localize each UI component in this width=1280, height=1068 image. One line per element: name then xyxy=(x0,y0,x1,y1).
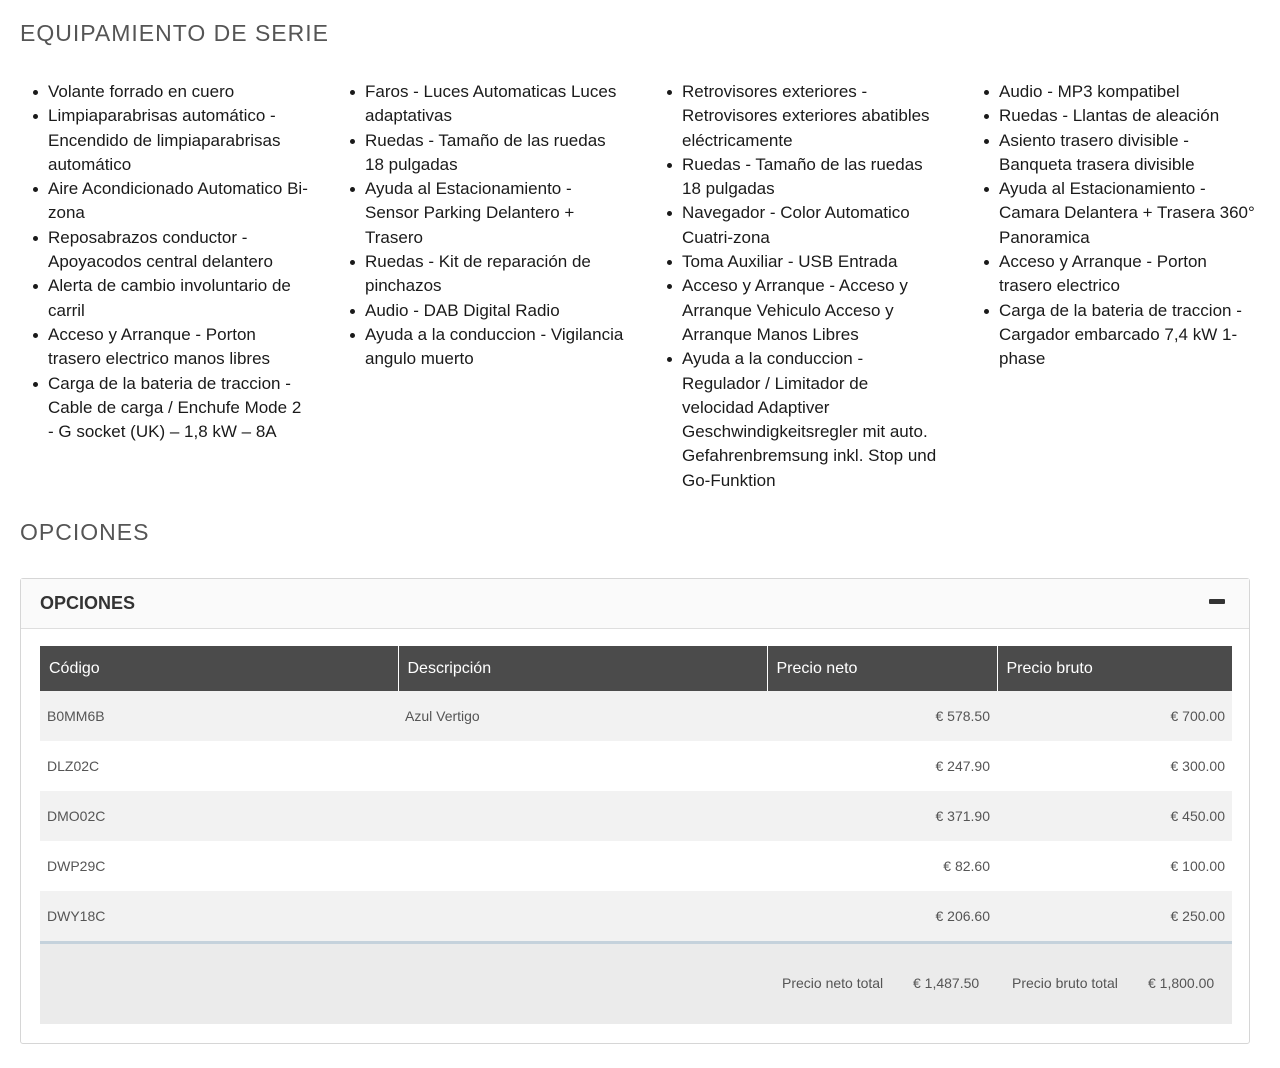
option-code: DMO02C xyxy=(40,791,398,841)
equipment-item: Aire Acondicionado Automatico Bi-zona xyxy=(34,177,310,226)
options-panel-title: OPCIONES xyxy=(40,593,136,613)
gross-total-label: Precio bruto total xyxy=(1012,975,1118,991)
column-header-description: Descripción xyxy=(398,646,767,691)
options-section-title: OPCIONES xyxy=(20,519,150,545)
equipment-item: Audio - DAB Digital Radio xyxy=(351,299,627,323)
equipment-item: Alerta de cambio involuntario de carril xyxy=(34,274,310,323)
equipment-item: Toma Auxiliar - USB Entrada xyxy=(668,250,944,274)
option-description xyxy=(398,841,767,891)
column-header-code: Código xyxy=(40,646,398,691)
option-gross-price: € 100.00 xyxy=(1170,858,1225,874)
equipment-column-3 xyxy=(654,80,944,493)
equipment-title: EQUIPAMIENTO DE SERIE xyxy=(20,20,329,46)
equipment-item: Limpiaparabrisas automático - Encendido de limpiaparabrisas automático xyxy=(34,104,310,177)
equipment-item: Ruedas - Tamaño de las ruedas 18 pulgadas xyxy=(351,129,627,178)
option-description xyxy=(398,891,767,941)
option-net-price: € 578.50 xyxy=(767,691,997,741)
equipment-item: Ruedas - Llantas de aleación xyxy=(985,104,1261,128)
option-description xyxy=(398,791,767,841)
equipment-item: Ayuda al Estacionamiento - Sensor Parking Delantero + Trasero xyxy=(351,177,627,250)
equipment-item: Carga de la bateria de traccion - Cargador embarcado 7,4 kW 1-phase xyxy=(985,299,1261,372)
option-gross-price: € 450.00 xyxy=(997,791,1232,841)
option-net-price: € 247.90 xyxy=(935,758,990,774)
equipment-item: Carga de la bateria de traccion - Cable de carga / Enchufe Mode 2 - G socket (UK) – 1,8 kW – 8A xyxy=(34,372,310,445)
option-net-price: € 206.60 xyxy=(767,891,997,941)
equipment-item: Acceso y Arranque - Porton trasero electrico xyxy=(985,250,1261,299)
options-panel xyxy=(20,578,1250,1044)
equipment-item: Ayuda a la conduccion - Vigilancia angulo muerto xyxy=(351,323,627,372)
equipment-item: Acceso y Arranque - Porton trasero electrico manos libres xyxy=(34,323,310,372)
totals-row xyxy=(40,941,1232,1024)
equipment-item: Volante forrado en cuero xyxy=(34,80,310,104)
equipment-item: Asiento trasero divisible - Banqueta trasera divisible xyxy=(985,129,1261,178)
options-table xyxy=(40,646,1232,941)
equipment-item: Ayuda al Estacionamiento - Camara Delantera + Trasera 360° Panoramica xyxy=(985,177,1261,250)
option-gross-price: € 700.00 xyxy=(997,691,1232,741)
options-panel-header[interactable] xyxy=(21,579,1249,629)
table-row xyxy=(40,741,1232,791)
equipment-item: Ruedas - Tamaño de las ruedas 18 pulgadas xyxy=(668,153,944,202)
table-row xyxy=(40,891,1232,941)
option-net-price: € 82.60 xyxy=(943,858,990,874)
gross-total-value: € 1,800.00 xyxy=(1148,975,1215,991)
equipment-item: Faros - Luces Automaticas Luces adaptativas xyxy=(351,80,627,129)
column-header-net-price: Precio neto xyxy=(767,646,997,691)
option-code: DLZ02C xyxy=(47,758,100,774)
equipment-item: Ayuda a la conduccion - Regulador / Limitador de velocidad Adaptiver Geschwindigkeitsregler mit auto. Gefahrenbremsung inkl. Stop und Go-Funktion xyxy=(668,347,944,493)
minus-icon[interactable] xyxy=(1209,599,1225,604)
table-header-row xyxy=(40,646,1232,691)
net-total-value: € 1,487.50 xyxy=(913,975,980,991)
equipment-column-1 xyxy=(20,80,310,444)
equipment-column-2 xyxy=(337,80,627,372)
equipment-item: Reposabrazos conductor - Apoyacodos central delantero xyxy=(34,226,310,275)
equipment-item: Navegador - Color Automatico Cuatri-zona xyxy=(668,201,944,250)
option-description: Azul Vertigo xyxy=(398,691,767,741)
equipment-column-4 xyxy=(971,80,1261,372)
equipment-item: Ruedas - Kit de reparación de pinchazos xyxy=(351,250,627,299)
equipment-item: Acceso y Arranque - Acceso y Arranque Vehiculo Acceso y Arranque Manos Libres xyxy=(668,274,944,347)
table-row xyxy=(40,791,1232,841)
table-row xyxy=(40,691,1232,741)
equipment-item: Retrovisores exteriores - Retrovisores exteriores abatibles eléctricamente xyxy=(668,80,944,153)
option-gross-price: € 250.00 xyxy=(997,891,1232,941)
equipment-item: Audio - MP3 kompatibel xyxy=(985,80,1261,104)
option-net-price: € 371.90 xyxy=(767,791,997,841)
option-code: DWY18C xyxy=(40,891,398,941)
option-code: DWP29C xyxy=(47,858,106,874)
option-description xyxy=(398,741,767,791)
option-code: B0MM6B xyxy=(40,691,398,741)
option-gross-price: € 300.00 xyxy=(1170,758,1225,774)
table-row xyxy=(40,841,1232,891)
net-total-label: Precio neto total xyxy=(782,975,884,991)
column-header-gross-price: Precio bruto xyxy=(997,646,1232,691)
